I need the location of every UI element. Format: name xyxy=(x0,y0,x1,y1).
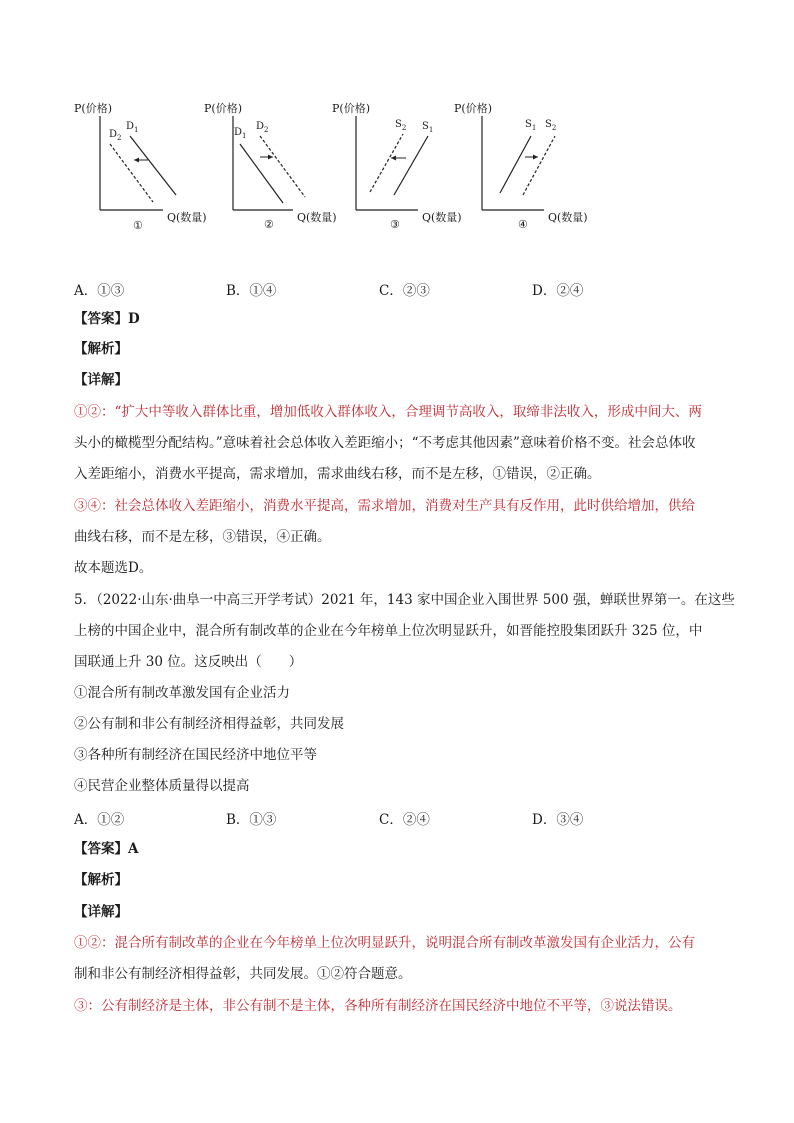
supply-curve-dashed xyxy=(523,136,555,195)
diagram-4-graph xyxy=(456,100,606,235)
statement-item: ③各种所有制经济在国民经济中地位平等 xyxy=(74,747,317,763)
arrowhead-icon xyxy=(134,158,139,163)
detail-label: 【详解】 xyxy=(74,904,128,920)
option-b[interactable]: B．①③ xyxy=(226,812,277,828)
option-c[interactable]: C．②④ xyxy=(379,812,430,828)
diagram-2-graph xyxy=(200,100,337,235)
arrowhead-icon xyxy=(268,155,273,160)
answer-label: 【答案】D xyxy=(74,311,140,327)
diagram-1-graph xyxy=(70,100,207,235)
question-stem: 国联通上升 30 位。这反映出（ ） xyxy=(74,654,303,670)
diagram-1 xyxy=(70,100,207,235)
explain-line: 入差距缩小，消费水平提高，需求增加，需求曲线右移，而不是左移，①错误，②正确。 xyxy=(74,466,601,482)
analysis-label: 【解析】 xyxy=(74,341,128,357)
supply-demand-diagrams xyxy=(70,100,610,235)
explain-line: ③④：社会总体收入差距缩小，消费水平提高，需求增加，消费对生产具有反作用，此时供给增加，供给 xyxy=(74,498,695,514)
supply-curve-solid xyxy=(394,136,428,195)
curve-label-right: $S_2$ xyxy=(545,119,557,132)
demand-curve-dashed xyxy=(110,144,153,202)
statement-item: ④民营企业整体质量得以提高 xyxy=(74,778,250,794)
diagram-3-graph xyxy=(328,100,462,235)
option-a[interactable]: A．①② xyxy=(74,812,125,828)
option-a[interactable]: A．①③ xyxy=(74,283,125,299)
supply-curve-dashed xyxy=(370,134,403,192)
curve-label-left: $S_1$ xyxy=(525,119,537,132)
diagram-number: ② xyxy=(264,218,274,231)
curve-label-left: $D_2$ xyxy=(109,129,122,142)
diagram-4 xyxy=(456,100,586,235)
explain-line: ①②：“扩大中等收入群体比重，增加低收入群体收入，合理调节高收入，取缔非法收入，形成中间大、两 xyxy=(74,404,702,420)
demand-curve-dashed xyxy=(260,136,305,197)
curve-label-left: $D_1$ xyxy=(234,127,247,140)
option-d[interactable]: D．②④ xyxy=(532,283,584,299)
curve-label-left: $S_2$ xyxy=(395,119,407,132)
price-axis-label: P(价格) xyxy=(332,102,370,115)
question-stem: 5．（2022·山东·曲阜一中高三开学考试）2021 年，143 家中国企业入围世界 500 强，蝉联世界第一。在这些 xyxy=(74,592,735,608)
diagram-3 xyxy=(328,100,462,235)
explain-line: 曲线右移，而不是左移，③错误，④正确。 xyxy=(74,529,331,545)
demand-curve-solid xyxy=(130,136,176,195)
quantity-axis-label: Q(数量) xyxy=(548,211,588,224)
detail-label: 【详解】 xyxy=(74,372,128,388)
diagram-2 xyxy=(200,100,337,235)
explain-line: 制和非公有制经济相得益彰，共同发展。①②符合题意。 xyxy=(74,966,412,982)
supply-curve-solid xyxy=(500,136,531,193)
diagram-number: ④ xyxy=(518,218,528,231)
quantity-axis-label: Q(数量) xyxy=(422,211,462,224)
price-axis-label: P(价格) xyxy=(204,102,242,115)
explain-line: ①②：混合所有制改革的企业在今年榜单上位次明显跃升，说明混合所有制改革激发国有企业活力，公有 xyxy=(74,935,695,951)
arrowhead-icon xyxy=(533,155,538,160)
option-c[interactable]: C．②③ xyxy=(379,283,430,299)
option-b[interactable]: B．①④ xyxy=(226,283,277,299)
price-axis-label: P(价格) xyxy=(74,102,112,115)
curve-label-right: $D_2$ xyxy=(256,121,269,134)
statement-item: ①混合所有制改革激发国有企业活力 xyxy=(74,685,290,701)
arrowhead-icon xyxy=(391,156,396,161)
demand-curve-solid xyxy=(240,144,283,203)
quantity-axis-label: Q(数量) xyxy=(167,211,207,224)
conclusion-line: 故本题选D。 xyxy=(74,560,153,576)
answer-label: 【答案】A xyxy=(74,841,139,857)
analysis-label: 【解析】 xyxy=(74,872,128,888)
option-d[interactable]: D．③④ xyxy=(532,812,584,828)
explain-line: 头小的橄榄型分配结构。”意味着社会总体收入差距缩小；“不考虑其他因素”意味着价格不变。社会总体收 xyxy=(74,435,696,451)
curve-label-right: $S_1$ xyxy=(422,121,434,134)
statement-item: ②公有制和非公有制经济相得益彰，共同发展 xyxy=(74,716,344,732)
explain-line: ③：公有制经济是主体，非公有制不是主体，各种所有制经济在国民经济中地位不平等，③说法错误。 xyxy=(74,998,682,1014)
question-stem: 上榜的中国企业中，混合所有制改革的企业在今年榜单上位次明显跃升，如晋能控股集团跃升 325 位，中 xyxy=(74,623,703,639)
diagram-number: ③ xyxy=(390,218,400,231)
diagram-number: ① xyxy=(133,219,143,232)
price-axis-label: P(价格) xyxy=(454,102,492,115)
curve-label-right: $D_1$ xyxy=(126,121,139,134)
quantity-axis-label: Q(数量) xyxy=(297,211,337,224)
